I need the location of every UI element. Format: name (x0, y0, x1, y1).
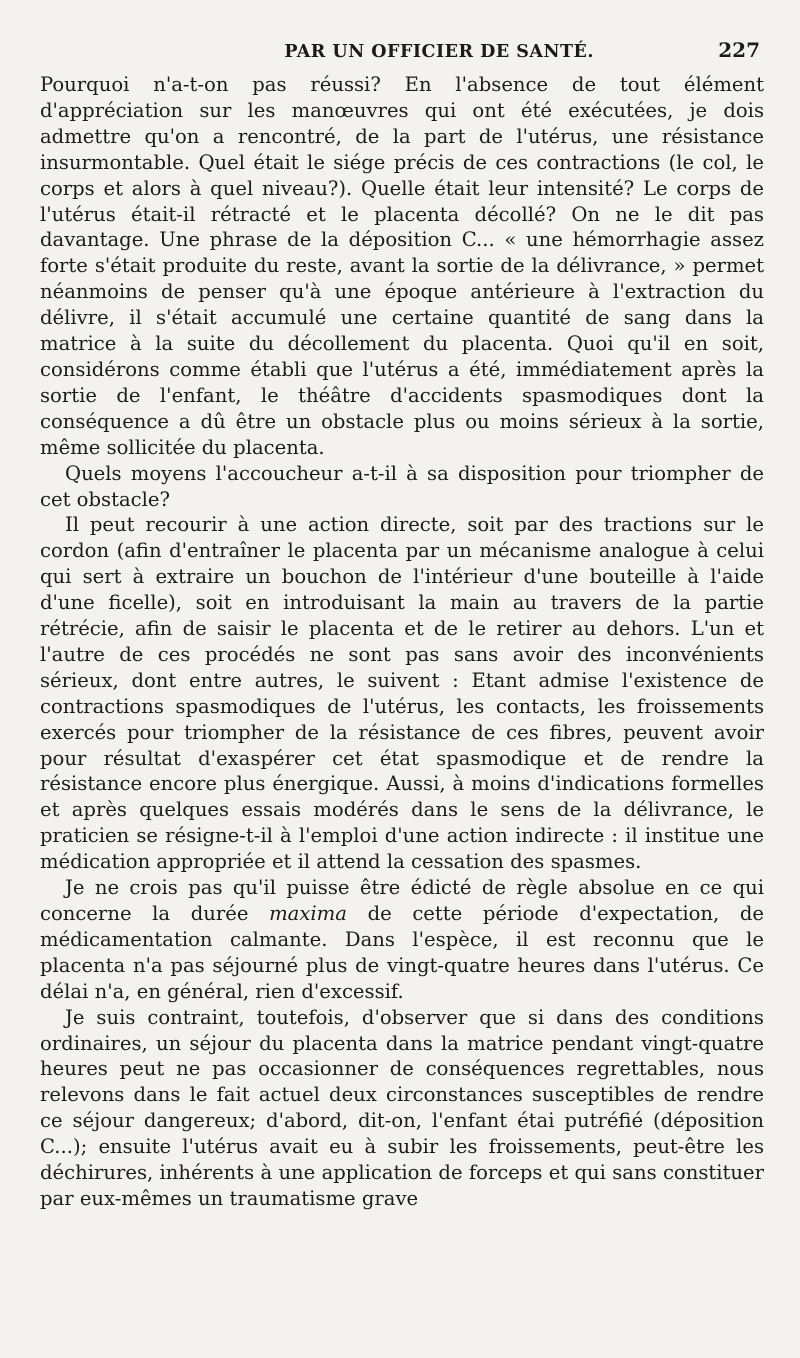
paragraph-4-italic-term: maxima (269, 902, 347, 925)
paragraph-1: Pourquoi n'a-t-on pas réussi? En l'absence de tout élément d'appréciation sur les manœuvres qui ont été exécutées, je dois admettre qu'on a rencontré, de la part de l'utérus, une résistance insurmontable. Quel était le siége précis de ces contractions (le col, le corps et alors à quel niveau?). Quelle était leur intensité? Le corps de l'utérus était-il rétracté et le placenta décollé? On ne le dit pas davantage. Une phrase de la déposition C... « une hémorrhagie assez forte s'était produite du reste, avant la sortie de la délivrance, » permet néanmoins de penser qu'à une époque antérieure à l'extraction du délivre, il s'était accumulé une certaine quantité de sang dans la matrice à la suite du décollement du placenta. Quoi qu'il en soit, considérons comme établi que l'utérus a été, immédiatement après la sortie de l'enfant, le théâtre d'accidents spasmodiques dont la conséquence a dû être un obstacle plus ou moins sérieux à la sortie, même sollicitée du placenta. (40, 73, 764, 459)
paragraph-4-text-after: de cette période d'expectation, de médicamentation calmante. Dans l'espèce, il est reconnu que le placenta n'a pas séjourné plus de vingt-quatre heures dans l'utérus. Ce délai n'a, en général, rien d'excessif. (40, 902, 764, 1003)
paragraph-4-text-before: Je ne crois pas qu'il puisse être édicté de règle absolue en ce qui concerne la durée (40, 876, 764, 925)
paragraph-3: Il peut recourir à une action directe, soit par des tractions sur le cordon (afin d'entraîner le placenta par un mécanisme analogue à celui qui sert à extraire un bouchon de l'intérieur d'une bouteille à l'aide d'une ficelle), soit en introduisant la main au travers de la partie rétrécie, afin de saisir le placenta et de le retirer au dehors. L'un et l'autre de ces procédés ne sont pas sans avoir des inconvénients sérieux, dont entre autres, le suivent : Etant admise l'existence de contractions spasmodiques de l'utérus, les contacts, les froissements exercés pour triompher de la résistance de ces fibres, peuvent avoir pour résultat d'exaspérer cet état spasmodique et de rendre la résistance encore plus énergique. Aussi, à moins d'indications formelles et après quelques essais modérés dans le sens de la délivrance, le praticien se résigne-t-il à l'emploi d'une action indirecte : il institue une médication appropriée et il attend la cessation des spasmes. (40, 513, 764, 874)
paragraph-5: Je suis contraint, toutefois, d'observer que si dans des conditions ordinaires, un séjour du placenta dans la matrice pendant vingt-quatre heures peut ne pas occasionner de conséquences regrettables, nous relevons dans le fait actuel deux circonstances susceptibles de rendre ce séjour dangereux; d'abord, dit-on, l'enfant étai putréfié (déposition C...); ensuite l'utérus avait eu à subir les froissements, peut-être les déchirures, inhérents à une application de forceps et qui sans constituer par eux-mêmes un traumatisme grave (40, 1005, 764, 1210)
running-head (40, 38, 764, 72)
running-title: PAR UN OFFICIER DE SANTÉ. (284, 42, 594, 62)
paragraph-4 (40, 875, 764, 1005)
body-text (40, 72, 764, 1212)
paragraph-2: Quels moyens l'accoucheur a-t-il à sa disposition pour triompher de cet obstacle? (40, 461, 764, 511)
page-number: 227 (718, 38, 760, 62)
